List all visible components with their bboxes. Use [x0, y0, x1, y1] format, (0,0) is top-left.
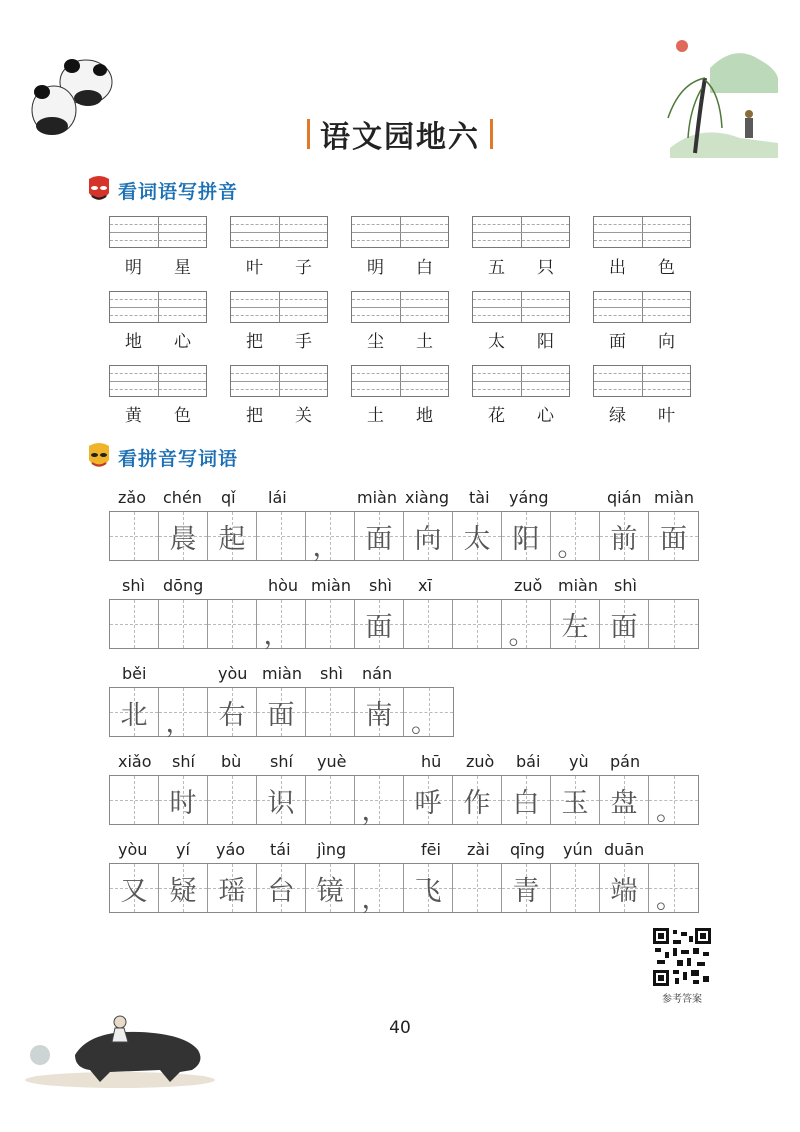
vocab-char: 把	[246, 406, 263, 426]
cell-char: 太	[463, 523, 491, 555]
char-cell	[404, 776, 453, 824]
character-grid-row	[109, 511, 699, 561]
pinyin-syllable: miàn	[558, 576, 598, 595]
pinyin-syllable: nán	[362, 664, 393, 683]
blank-char-cell[interactable]	[306, 600, 355, 648]
cell-char: 又	[120, 875, 148, 907]
cell-char: 面	[267, 699, 295, 731]
vocab-char: 出	[609, 258, 626, 278]
pinyin-syllable: qīng	[510, 840, 545, 859]
pinyin-answer-box[interactable]	[472, 216, 570, 248]
vocab-word	[351, 253, 449, 278]
char-cell	[355, 688, 404, 736]
cell-char: ，	[361, 883, 389, 915]
pinyin-syllable: yí	[176, 840, 190, 859]
cell-char: ，	[361, 795, 389, 827]
cell-char: ，	[312, 531, 340, 563]
pinyin-answer-box[interactable]	[593, 365, 691, 397]
char-cell	[502, 864, 551, 912]
pinyin-syllable: fēi	[421, 840, 441, 859]
pinyin-answer-box[interactable]	[230, 216, 328, 248]
pinyin-answer-box[interactable]	[593, 216, 691, 248]
char-cell	[208, 864, 257, 912]
character-grid-row	[109, 775, 699, 825]
char-cell	[257, 688, 306, 736]
punctuation-cell	[649, 864, 698, 915]
pinyin-syllable: dōng	[163, 576, 204, 595]
pinyin-syllable: shì	[614, 576, 637, 595]
opera-mask-red-icon	[86, 175, 112, 205]
pinyin-answer-box[interactable]	[472, 365, 570, 397]
pinyin-syllable: duān	[604, 840, 645, 859]
vocab-char: 地	[125, 332, 142, 352]
vocab-char: 绿	[609, 406, 626, 426]
char-cell	[649, 512, 698, 560]
char-cell	[257, 864, 306, 912]
pinyin-syllable: hū	[421, 752, 442, 771]
pinyin-syllable: chén	[163, 488, 202, 507]
vocab-char: 白	[416, 258, 433, 278]
punctuation-cell	[551, 512, 600, 563]
vocab-char: 手	[295, 332, 312, 352]
pinyin-syllable: běi	[122, 664, 147, 683]
vocab-char: 关	[295, 406, 312, 426]
character-grid-row	[109, 863, 699, 913]
qr-label: 参考答案	[662, 994, 702, 1005]
pinyin-answer-box[interactable]	[109, 365, 207, 397]
cell-char: ，	[263, 619, 291, 651]
vocab-word	[472, 401, 570, 426]
pinyin-syllable: shì	[320, 664, 343, 683]
vocab-word	[109, 327, 207, 352]
cell-char: 。	[411, 707, 438, 739]
cell-char: 镜	[316, 875, 344, 907]
pinyin-syllable: zuò	[466, 752, 495, 771]
pinyin-syllable: xiàng	[405, 488, 450, 507]
vocab-word	[593, 253, 691, 278]
blank-char-cell[interactable]	[110, 512, 159, 560]
pinyin-syllable: yòu	[218, 664, 248, 683]
blank-char-cell[interactable]	[404, 600, 453, 648]
vocab-char: 色	[174, 406, 191, 426]
character-grid-row	[109, 687, 454, 737]
pinyin-syllable: yù	[569, 752, 589, 771]
vocab-word	[109, 253, 207, 278]
vocab-word	[351, 327, 449, 352]
cell-char: 白	[512, 787, 540, 819]
pinyin-syllable: miàn	[262, 664, 302, 683]
pinyin-answer-box[interactable]	[351, 365, 449, 397]
cell-char: 台	[267, 875, 295, 907]
vocab-char: 阳	[537, 332, 554, 352]
pinyin-syllable: yòu	[118, 840, 148, 859]
pinyin-syllable: shí	[172, 752, 195, 771]
pinyin-answer-box[interactable]	[230, 365, 328, 397]
cell-char: 识	[267, 787, 295, 819]
blank-char-cell[interactable]	[453, 600, 502, 648]
char-cell	[208, 512, 257, 560]
pinyin-answer-box[interactable]	[351, 291, 449, 323]
vocab-word	[230, 401, 328, 426]
pinyin-syllable: jìng	[317, 840, 347, 859]
cell-char: 面	[365, 611, 393, 643]
char-cell	[453, 776, 502, 824]
vocab-char: 太	[488, 332, 505, 352]
vocab-char: 面	[609, 332, 626, 352]
pinyin-syllable: shì	[122, 576, 145, 595]
cell-char: 盘	[610, 787, 638, 819]
pinyin-syllable: hòu	[268, 576, 299, 595]
blank-char-cell[interactable]	[110, 776, 159, 824]
char-cell	[110, 864, 159, 912]
blank-char-cell[interactable]	[306, 688, 355, 736]
char-cell	[159, 864, 208, 912]
flute-boy-buffalo-illustration	[20, 1000, 220, 1090]
blank-char-cell[interactable]	[306, 776, 355, 824]
vocab-char: 明	[367, 258, 384, 278]
cell-char: 起	[218, 523, 246, 555]
vocab-char: 子	[295, 258, 312, 278]
pinyin-syllable: yáo	[216, 840, 246, 859]
vocab-char: 星	[174, 258, 191, 278]
cell-char: 阳	[512, 523, 540, 555]
pinyin-syllable: pán	[610, 752, 641, 771]
pinyin-syllable: miàn	[311, 576, 351, 595]
punctuation-cell	[355, 776, 404, 827]
pinyin-syllable: yuè	[317, 752, 347, 771]
vocab-word	[230, 327, 328, 352]
pinyin-answer-box[interactable]	[230, 291, 328, 323]
pinyin-answer-box[interactable]	[351, 216, 449, 248]
blank-char-cell[interactable]	[208, 776, 257, 824]
char-cell	[208, 688, 257, 736]
blank-char-cell[interactable]	[257, 512, 306, 560]
cell-char: 右	[218, 699, 246, 731]
vocab-char: 心	[537, 406, 554, 426]
punctuation-cell	[257, 600, 306, 651]
section1-heading: 看词语写拼音	[86, 175, 238, 205]
vocab-char: 叶	[246, 258, 263, 278]
char-cell	[600, 864, 649, 912]
vocab-word	[472, 327, 570, 352]
cell-char: 晨	[169, 523, 197, 555]
cell-char: 飞	[414, 875, 442, 907]
cell-char: 前	[610, 523, 638, 555]
pinyin-syllable: bù	[221, 752, 242, 771]
page-number: 40	[389, 1018, 411, 1038]
char-cell	[600, 776, 649, 824]
char-cell	[600, 512, 649, 560]
pinyin-syllable: tài	[469, 488, 490, 507]
pinyin-syllable: shì	[369, 576, 392, 595]
punctuation-cell	[649, 776, 698, 827]
char-cell	[355, 512, 404, 560]
cell-char: 端	[610, 875, 638, 907]
blank-char-cell[interactable]	[453, 864, 502, 912]
vocab-word	[472, 253, 570, 278]
vocab-char: 向	[658, 332, 675, 352]
pinyin-syllable: zuǒ	[514, 576, 543, 595]
vocab-char: 心	[174, 332, 191, 352]
pinyin-syllable: zài	[467, 840, 490, 859]
cell-char: 南	[365, 699, 393, 731]
pinyin-syllable: xiǎo	[118, 752, 152, 771]
char-cell	[404, 864, 453, 912]
cell-char: 面	[365, 523, 393, 555]
vocab-char: 只	[537, 258, 554, 278]
page-title: 语文园地六	[0, 112, 800, 156]
char-cell	[257, 776, 306, 824]
cell-char: 面	[610, 611, 638, 643]
cell-char: 左	[561, 611, 589, 643]
blank-char-cell[interactable]	[110, 600, 159, 648]
pinyin-syllable: yún	[563, 840, 593, 859]
cell-char: 面	[660, 523, 687, 555]
vocab-char: 土	[416, 332, 433, 352]
cell-char: 。	[508, 619, 536, 651]
char-cell	[453, 512, 502, 560]
punctuation-cell	[159, 688, 208, 739]
pinyin-answer-box[interactable]	[109, 216, 207, 248]
blank-char-cell[interactable]	[208, 600, 257, 648]
pinyin-answer-box[interactable]	[472, 291, 570, 323]
pinyin-syllable: zǎo	[118, 488, 146, 507]
vocab-word	[351, 401, 449, 426]
cell-char: 青	[512, 875, 540, 907]
cell-char: 瑶	[218, 875, 246, 907]
vocab-char: 尘	[367, 332, 384, 352]
char-cell	[110, 688, 159, 736]
punctuation-cell	[404, 688, 453, 739]
char-cell	[159, 776, 208, 824]
vocab-char: 色	[658, 258, 675, 278]
pinyin-syllable: miàn	[357, 488, 397, 507]
cell-char: 玉	[561, 787, 589, 819]
punctuation-cell	[502, 600, 551, 651]
pinyin-syllable: bái	[516, 752, 541, 771]
cell-char: ，	[165, 707, 193, 739]
opera-mask-yellow-icon	[86, 442, 112, 472]
vocab-char: 明	[125, 258, 142, 278]
vocab-char: 把	[246, 332, 263, 352]
vocab-char: 花	[488, 406, 505, 426]
cell-char: 。	[656, 883, 683, 915]
char-cell	[600, 600, 649, 648]
char-cell	[502, 512, 551, 560]
blank-char-cell[interactable]	[159, 600, 208, 648]
section2-heading: 看拼音写词语	[86, 442, 238, 472]
char-cell	[159, 512, 208, 560]
cell-char: 疑	[169, 875, 197, 907]
pinyin-syllable: qǐ	[221, 488, 236, 507]
pinyin-answer-box[interactable]	[109, 291, 207, 323]
character-grid-row	[109, 599, 699, 649]
blank-char-cell[interactable]	[649, 600, 698, 648]
cell-char: 呼	[414, 787, 442, 819]
vocab-word	[593, 401, 691, 426]
punctuation-cell	[355, 864, 404, 915]
pinyin-syllable: miàn	[654, 488, 694, 507]
pinyin-syllable: shí	[270, 752, 293, 771]
cell-char: 。	[656, 795, 683, 827]
vocab-word	[230, 253, 328, 278]
pinyin-answer-box[interactable]	[593, 291, 691, 323]
char-cell	[306, 864, 355, 912]
char-cell	[355, 600, 404, 648]
cell-char: 向	[414, 523, 442, 555]
char-cell	[404, 512, 453, 560]
char-cell	[551, 776, 600, 824]
punctuation-cell	[306, 512, 355, 563]
char-cell	[502, 776, 551, 824]
char-cell	[551, 600, 600, 648]
vocab-char: 地	[416, 406, 433, 426]
cell-char: 作	[463, 787, 491, 819]
pinyin-syllable: xī	[418, 576, 432, 595]
vocab-char: 土	[367, 406, 384, 426]
cell-char: 北	[120, 699, 148, 731]
vocab-char: 叶	[658, 406, 675, 426]
pinyin-syllable: qián	[607, 488, 642, 507]
qr-code[interactable]	[653, 928, 711, 986]
vocab-char: 五	[488, 258, 505, 278]
vocab-char: 黄	[125, 406, 142, 426]
vocab-word	[109, 401, 207, 426]
pinyin-syllable: tái	[270, 840, 291, 859]
vocab-word	[593, 327, 691, 352]
cell-char: 时	[169, 787, 197, 819]
pinyin-syllable: lái	[268, 488, 287, 507]
pinyin-syllable: yáng	[509, 488, 549, 507]
blank-char-cell[interactable]	[551, 864, 600, 912]
cell-char: 。	[557, 531, 585, 563]
